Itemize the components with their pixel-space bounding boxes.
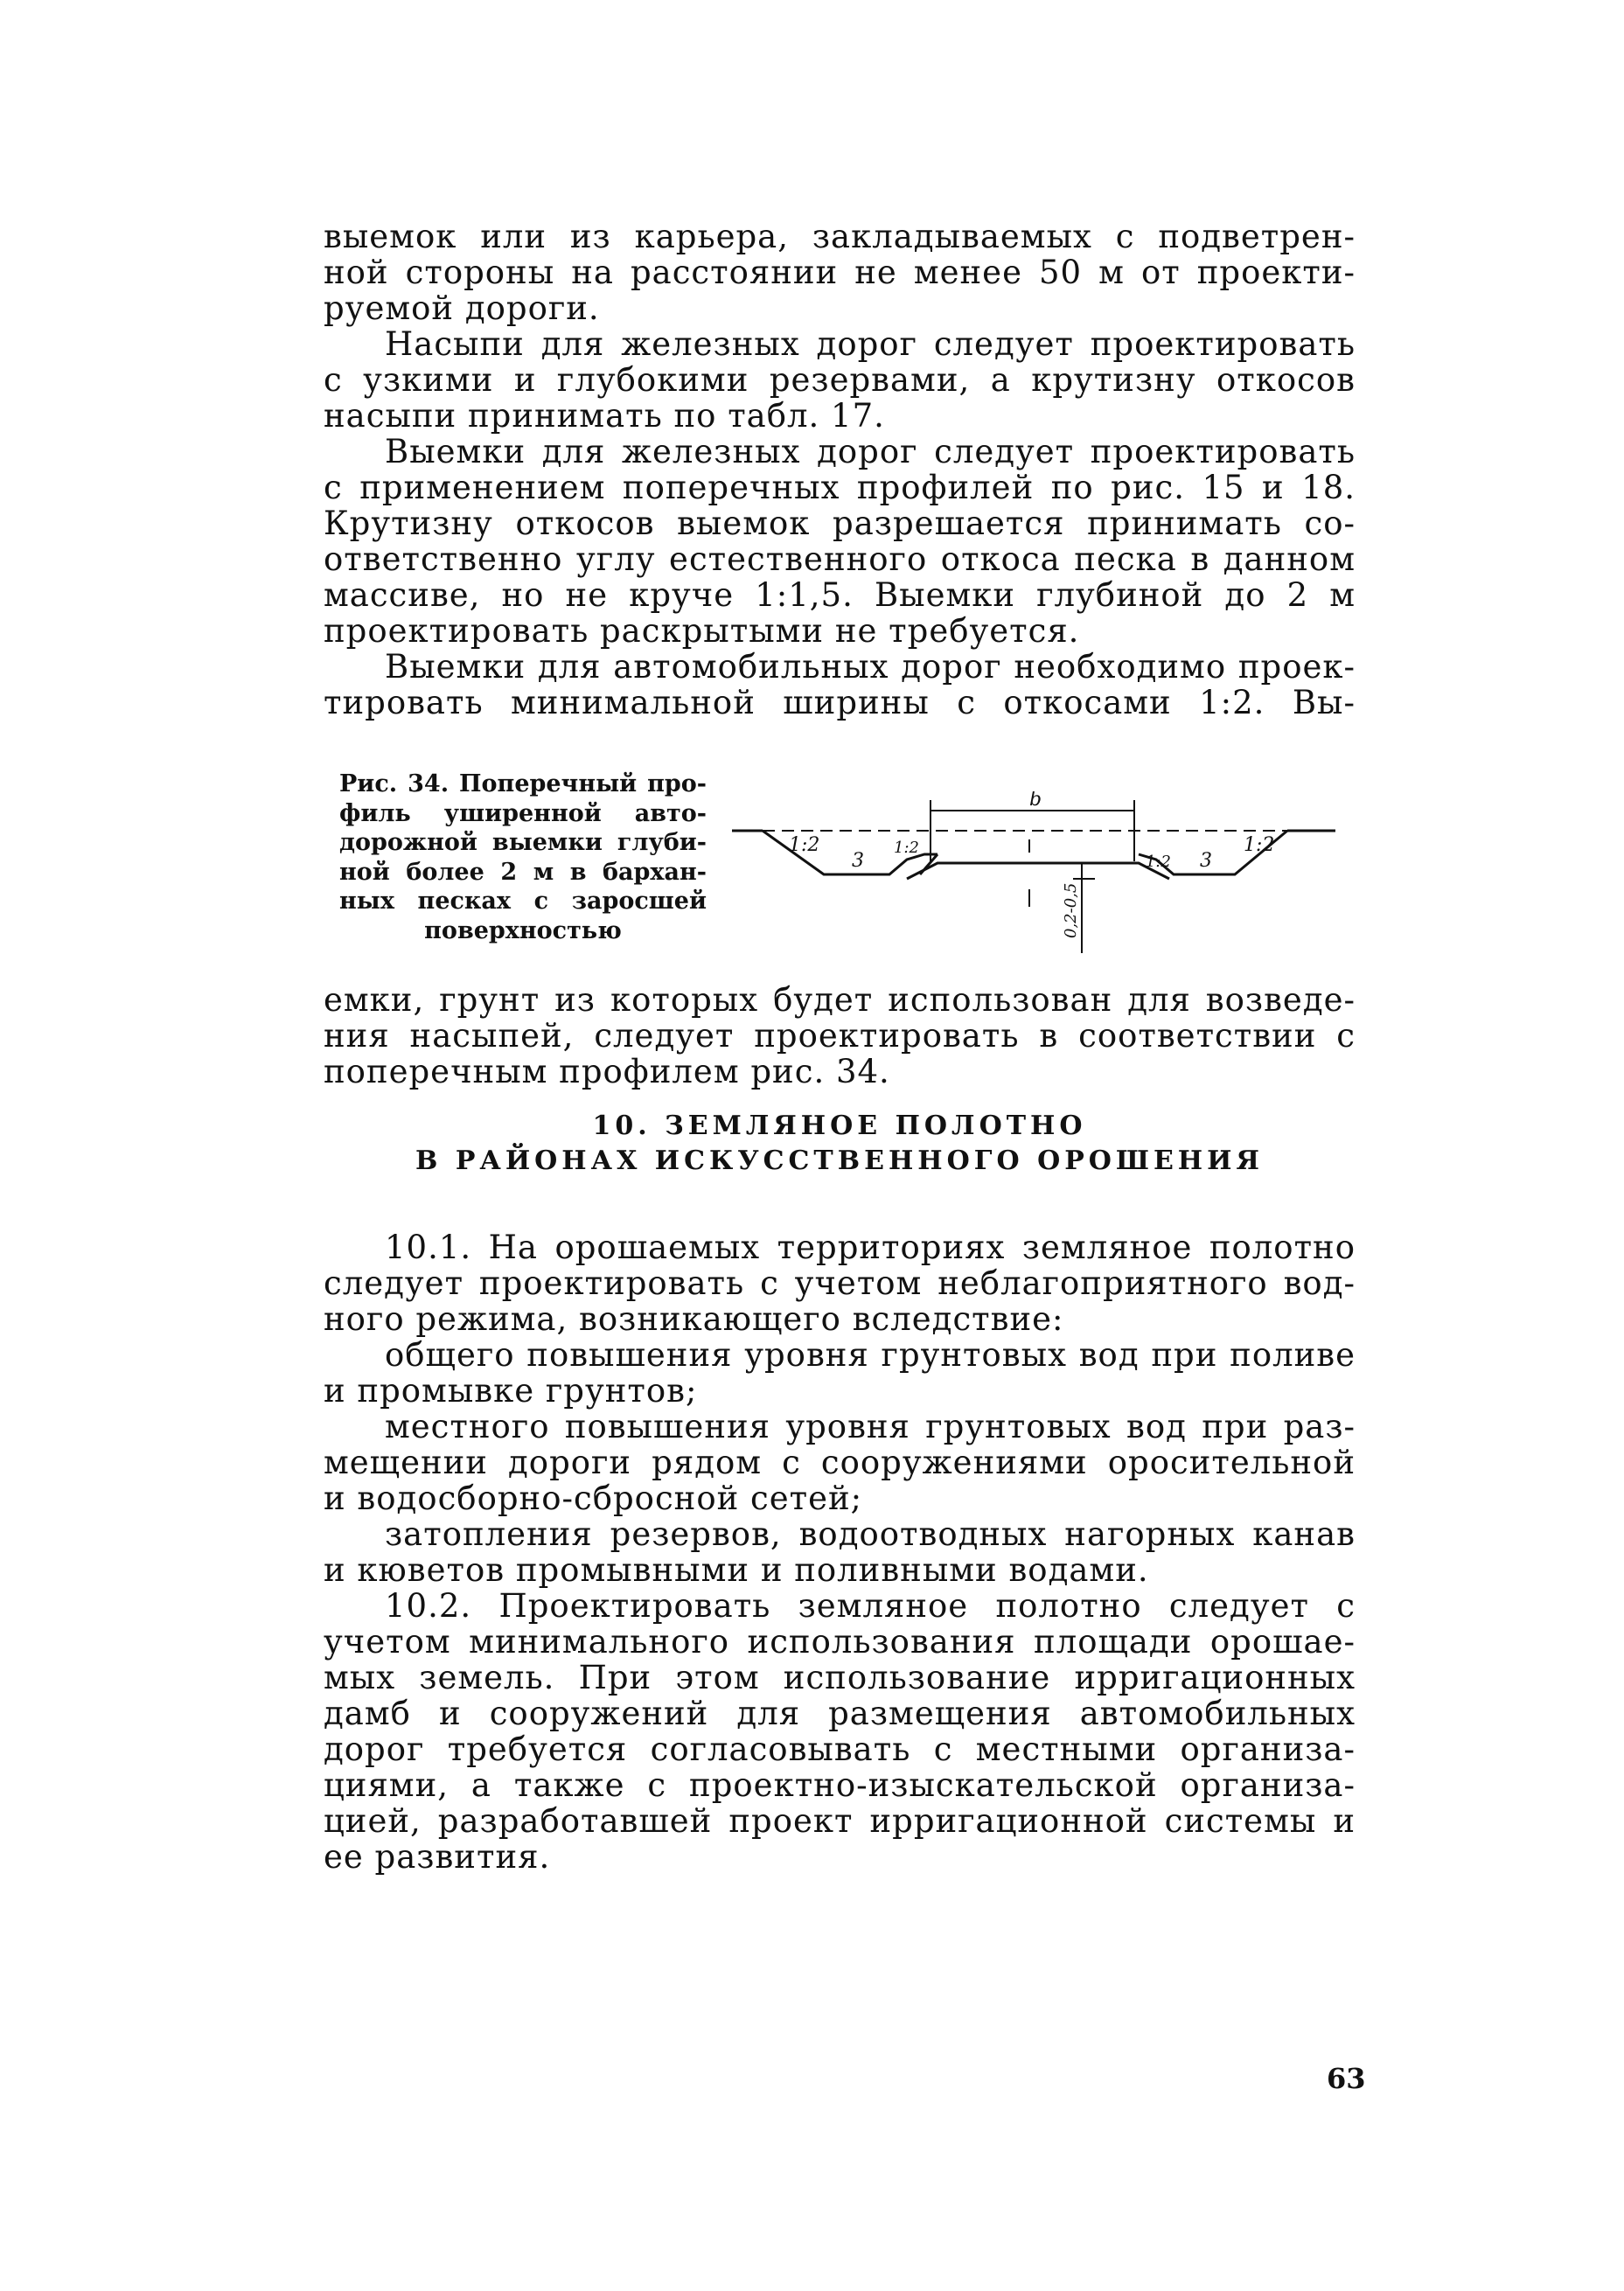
label-slope-right-inner: 1:2 — [1146, 853, 1171, 871]
text-line: с применением поперечных профилей по рис. 15 и 18. — [324, 469, 1356, 506]
text-line: Выемки для железных дорог следует проектировать — [385, 433, 1356, 470]
cross-section-figure — [728, 791, 1340, 966]
figure-caption — [339, 769, 707, 945]
text-line: с узкими и глубокими резервами, а крутизну откосов — [324, 361, 1356, 399]
text-line: проектировать раскрытыми не требуется. — [324, 612, 1080, 650]
label-reserve-right: 3 — [1200, 850, 1212, 872]
label-reserve-left: 3 — [852, 850, 864, 872]
label-depth: 0,2-0,5 — [1062, 882, 1080, 938]
text-line: Насыпи для железных дорог следует проектировать — [385, 325, 1356, 363]
caption-line: Рис. 34. Поперечный про- — [339, 770, 707, 797]
text-block-section-10 — [324, 1229, 1356, 1875]
text-block-top — [324, 219, 1356, 721]
cut-bottom-profile — [907, 863, 1169, 879]
text-line: выемок или из карьера, закладываемых с подветрен- — [324, 218, 1356, 255]
section-heading-line-1: 10. ЗЕМЛЯНОЕ ПОЛОТНО — [592, 1111, 1087, 1141]
caption-line: дорожной выемки глуби- — [339, 829, 707, 856]
label-b: b — [1029, 791, 1042, 811]
label-slope-left-outer: 1:2 — [789, 834, 820, 856]
label-slope-left-inner: 1:2 — [894, 839, 919, 857]
text-line: ного режима, возникающего вследствие: — [324, 1300, 1064, 1338]
caption-line: филь уширенной авто- — [339, 799, 707, 827]
text-line: дамб и сооружений для размещения автомобильных — [324, 1695, 1356, 1732]
text-line: циями, а также с проектно-изыскательской организа- — [324, 1766, 1356, 1804]
text-line: ния насыпей, следует проектировать в соответствии с — [324, 1017, 1356, 1055]
text-line: Крутизну откосов выемок разрешается принимать со- — [324, 505, 1356, 542]
text-line: мых земель. При этом использование ирригационных — [324, 1659, 1356, 1696]
text-line: Выемки для автомобильных дорог необходимо проек- — [385, 648, 1356, 686]
text-line: и кюветов промывными и поливными водами. — [324, 1551, 1149, 1589]
text-line: цией, разработавшей проект ирригационной системы и — [324, 1802, 1356, 1840]
text-line: насыпи принимать по табл. 17. — [324, 397, 885, 435]
text-line: дорог требуется согласовывать с местными организа- — [324, 1730, 1356, 1768]
caption-line: ных песках с заросшей — [339, 888, 707, 915]
text-line: мещении дороги рядом с сооружениями оросительной — [324, 1444, 1356, 1481]
section-heading-line-2: В РАЙОНАХ ИСКУССТВЕННОГО ОРОШЕНИЯ — [415, 1146, 1264, 1176]
text-line: следует проектировать с учетом неблагоприятного вод- — [324, 1264, 1356, 1302]
caption-line: поверхностью — [424, 916, 622, 944]
text-block-after-figure — [324, 982, 1356, 1090]
text-line: тировать минимальной ширины с откосами 1:2. Вы- — [324, 684, 1356, 721]
text-line: затопления резервов, водоотводных нагорных канав — [385, 1515, 1356, 1553]
text-line: общего повышения уровня грунтовых вод при поливе — [385, 1336, 1356, 1374]
page-number: 63 — [1327, 2062, 1366, 2095]
text-line: емки, грунт из которых будет использован для возведе- — [324, 981, 1356, 1019]
text-line: ответственно углу естественного откоса песка в данном — [324, 540, 1356, 578]
text-line: местного повышения уровня грунтовых вод при раз- — [385, 1408, 1356, 1445]
text-line: ее развития. — [324, 1838, 551, 1876]
text-line: 10.1. На орошаемых территориях земляное полотно — [385, 1229, 1356, 1266]
text-line: 10.2. Проектировать земляное полотно следует с — [385, 1587, 1356, 1625]
text-line: и водосборно-сбросной сетей; — [324, 1480, 863, 1517]
caption-line: ной более 2 м в бархан- — [339, 858, 707, 886]
section-heading — [324, 1109, 1356, 1179]
text-line: поперечным профилем рис. 34. — [324, 1053, 890, 1090]
label-slope-right-outer: 1:2 — [1244, 834, 1275, 856]
text-line: массиве, но не круче 1:1,5. Выемки глубиной до 2 м — [324, 576, 1356, 614]
text-line: и промывке грунтов; — [324, 1372, 698, 1410]
text-line: руемой дороги. — [324, 289, 600, 327]
text-line: учетом минимального использования площади орошае- — [324, 1623, 1356, 1661]
text-line: ной стороны на расстоянии не менее 50 м от проекти- — [324, 254, 1356, 291]
